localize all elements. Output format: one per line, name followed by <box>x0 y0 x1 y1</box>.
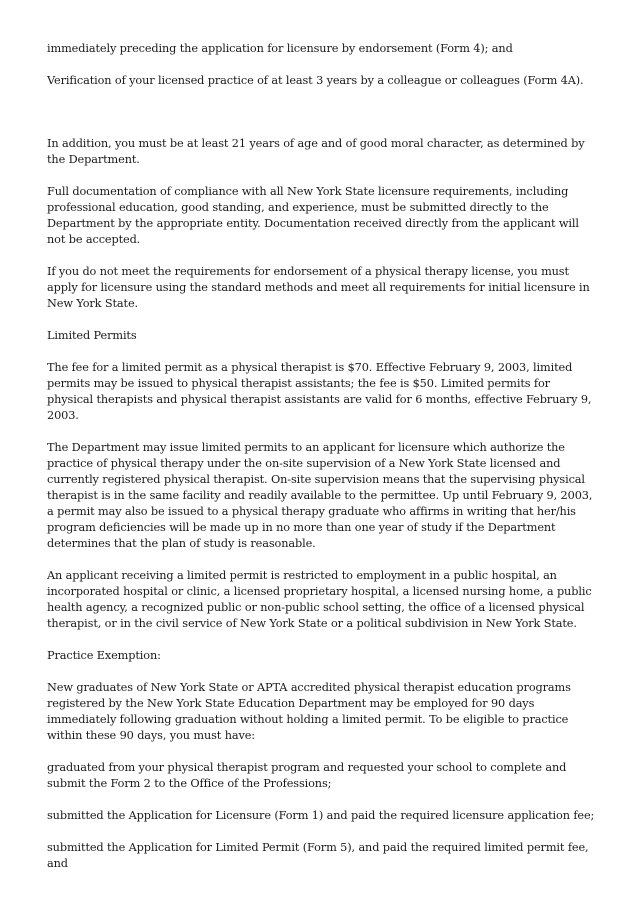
paragraph-form5-limited-permit: submitted the Application for Limited Permit (Form 5), and paid the required limited permit fee, and <box>47 841 589 870</box>
paragraph-full-documentation: Full documentation of compliance with all New York State licensure requirements, including professional education, good standing, and experience, must be submitted directly to the Department by the appropriate entity. Documentation received directly from the applicant will not be accepted. <box>47 185 579 246</box>
heading-limited-permits: Limited Permits <box>47 329 137 342</box>
heading-practice-exemption: Practice Exemption: <box>47 649 161 662</box>
paragraph-endorsement-requirements: If you do not meet the requirements for endorsement of a physical therapy license, you must apply for licensure using the standard methods and meet all requirements for initial licensure in New York State. <box>47 265 590 310</box>
paragraph-limited-permit-supervision: The Department may issue limited permits to an applicant for licensure which authorize the practice of physical therapy under the on-site supervision of a New York State licensed and currently registered physical therapist. On-site supervision means that the supervising physical therapist is in the same facility and readily available to the permittee. Up until February 9, 2003, a permit may also be issued to a physical therapy graduate who affirms in writing that her/his program deficiencies will be made up in no more than one year of study if the Department determines that the plan of study is reasonable. <box>47 441 593 550</box>
paragraph-new-graduates: New graduates of New York State or APTA accredited physical therapist education programs registered by the New York State Education Department may be employed for 90 days immediately following graduation without holding a limited permit. To be eligible to practice within these 90 days, you must have: <box>47 681 571 742</box>
paragraph-age-moral-character: In addition, you must be at least 21 years of age and of good moral character, as determined by the Department. <box>47 137 585 166</box>
paragraph-form1-application: submitted the Application for Licensure (Form 1) and paid the required licensure application fee; <box>47 809 595 822</box>
paragraph-form4-endorsement: immediately preceding the application for licensure by endorsement (Form 4); and <box>47 42 513 55</box>
paragraph-verification-form4a: Verification of your licensed practice of at least 3 years by a colleague or colleagues (Form 4A). <box>47 74 584 87</box>
paragraph-employment-restriction: An applicant receiving a limited permit is restricted to employment in a public hospital, an incorporated hospital or clinic, a licensed proprietary hospital, a licensed nursing home, a public health agency, a recognized public or non-public school setting, the office of a licensed physical therapist, or in the civil service of New York State or a political subdivision in New York State. <box>47 569 592 630</box>
document-body <box>47 41 595 888</box>
spacer <box>47 105 595 136</box>
paragraph-limited-permit-fee: The fee for a limited permit as a physical therapist is $70. Effective February 9, 2003, limited permits may be issued to physical therapist assistants; the fee is $50. Limited permits for physical therapists and physical therapist assistants are valid for 6 months, effective February 9, 2003. <box>47 361 592 422</box>
paragraph-graduated-form2: graduated from your physical therapist program and requested your school to complete and submit the Form 2 to the Office of the Professions; <box>47 761 567 790</box>
